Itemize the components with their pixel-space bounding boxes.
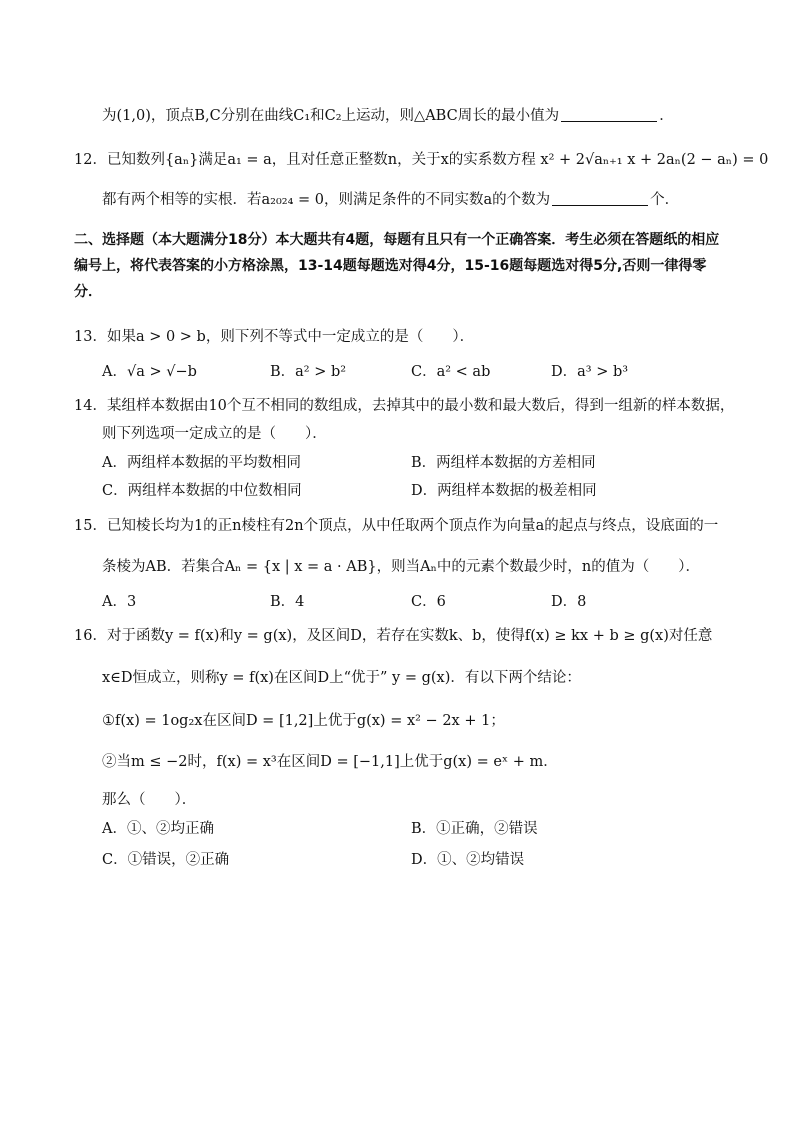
q12-answer-blank[interactable] <box>552 191 648 206</box>
q15-stem-line1: 15．已知棱长均为1的正n棱柱有2n个顶点，从中任取两个顶点作为向量a的起点与终点，设底面的一 <box>74 518 719 534</box>
q14-option-c[interactable]: C．两组样本数据的中位数相同 <box>102 483 302 499</box>
q13-stem: 13．如果a > 0 > b，则下列不等式中一定成立的是（ ）． <box>74 329 475 345</box>
q11-tail-text: 为(1,0)，顶点B,C分别在曲线C₁和C₂上运动，则△ABC周长的最小值为 <box>102 108 560 124</box>
q14-option-d[interactable]: D．两组样本数据的极差相同 <box>411 483 597 499</box>
q15-stem-line2: 条棱为AB．若集合Aₙ = {x | x = a · AB}，则当Aₙ中的元素个数最少时，n的值为（ ）． <box>102 559 700 575</box>
q13-option-c[interactable]: C．a² < ab <box>411 364 491 380</box>
q15-option-b[interactable]: B．4 <box>270 594 305 610</box>
q12-unit: 个． <box>650 192 680 208</box>
section-2-header: 二、选择题（本大题满分18分）本大题共有4题，每题有且只有一个正确答案．考生必须在答题纸的相应编号上，将代表答案的小方格涂黑，13-14题每题选对得4分，15-16题每题选对得5分,否则一律得零分． <box>74 232 720 300</box>
q16-conclusion-1: ①f(x) = 1og₂x在区间D = [1,2]上优于g(x) = x² − 2x + 1； <box>102 713 505 729</box>
q14-option-b[interactable]: B．两组样本数据的方差相同 <box>411 455 596 471</box>
q16-option-d[interactable]: D．①、②均错误 <box>411 852 525 868</box>
q13-option-d[interactable]: D．a³ > b³ <box>551 364 629 380</box>
q11-tail: 为(1,0)，顶点B,C分别在曲线C₁和C₂上运动，则△ABC周长的最小值为 ． <box>102 108 674 124</box>
q14-option-a[interactable]: A．两组样本数据的平均数相同 <box>102 455 301 471</box>
q12-stem-line2 <box>102 190 679 210</box>
q12-stem-line1: 12．已知数列{aₙ}满足a₁ = a，且对任意正整数n，关于x的实系数方程 x² + 2√aₙ₊₁ x + 2aₙ(2 − aₙ) = 0 <box>74 152 769 168</box>
q11-answer-blank[interactable] <box>561 107 657 122</box>
q13-option-b[interactable]: B．a² > b² <box>270 364 347 380</box>
q16-option-b[interactable]: B．①正确，②错误 <box>411 821 538 837</box>
q13-option-a[interactable]: A．√a > √−b <box>102 364 197 380</box>
q16-stem-line1: 16．对于函数y = f(x)和y = g(x)，及区间D，若存在实数k、b，使得f(x) ≥ kx + b ≥ g(x)对任意 <box>74 628 713 644</box>
q16-ask: 那么（ ）． <box>102 792 197 808</box>
q15-option-a[interactable]: A．3 <box>102 594 137 610</box>
q16-conclusion-2: ②当m ≤ −2时，f(x) = x³在区间D = [−1,1]上优于g(x) = eˣ + m． <box>102 754 558 770</box>
q15-option-c[interactable]: C．6 <box>411 594 446 610</box>
q15-option-d[interactable]: D．8 <box>551 594 587 610</box>
q14-stem-line2: 则下列选项一定成立的是（ ）． <box>102 426 327 442</box>
q12-stem-text: 都有两个相等的实根．若a₂₀₂₄ = 0，则满足条件的不同实数a的个数为 <box>102 192 551 208</box>
q16-option-c[interactable]: C．①错误，②正确 <box>102 852 230 868</box>
q16-stem-line2: x∈D恒成立，则称y = f(x)在区间D上“优于” y = g(x)．有以下两个结论： <box>102 670 581 686</box>
q14-stem-line1: 14．某组样本数据由10个互不相同的数组成，去掉其中的最小数和最大数后，得到一组新的样本数据， <box>74 398 735 414</box>
q16-option-a[interactable]: A．①、②均正确 <box>102 821 214 837</box>
